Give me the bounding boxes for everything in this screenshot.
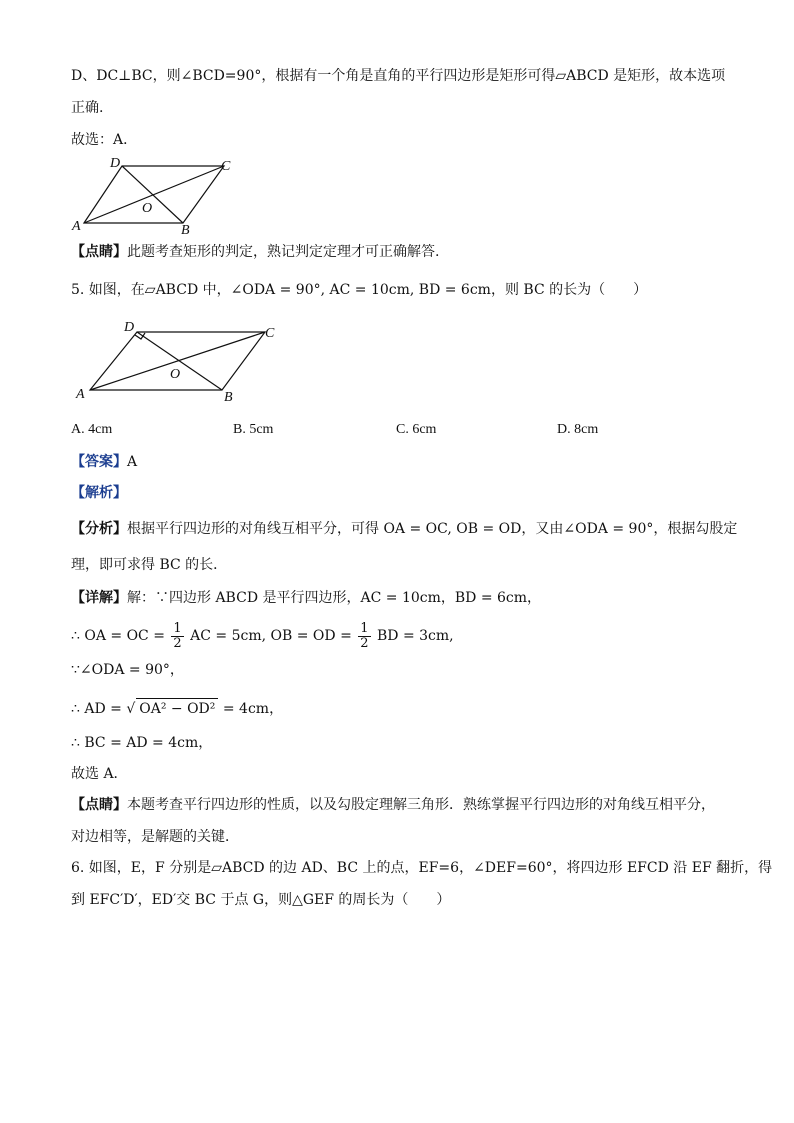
option-c: C. 6cm: [396, 422, 437, 437]
text-line: D、DC⊥BC，则∠BCD=90°，根据有一个角是直角的平行四边形是矩形可得▱ABCD 是矩形，故本选项: [71, 68, 726, 84]
comment-line: [71, 795, 715, 815]
analysis-line: [71, 519, 737, 539]
detail-line: [71, 620, 454, 652]
tag-label: 【点睛】: [71, 244, 127, 260]
text-span: 此题考查矩形的判定，熟记判定定理才可正确解答.: [127, 244, 440, 260]
option-d: D. 8cm: [557, 422, 599, 437]
vertex-label: A: [76, 387, 85, 402]
text-span: 本题考查平行四边形的性质，以及勾股定理解三角形．熟练掌握平行四边形的对角线互相平分，: [127, 797, 715, 813]
fraction: [358, 622, 370, 651]
answer-value: A: [127, 454, 138, 470]
question-6: 6. 如图，E，F 分别是▱ABCD 的边 AD、BC 上的点，EF=6，∠DEF=60°，将四边形 EFCD 沿 EF 翻折，得: [71, 860, 773, 876]
detail-line: [71, 588, 541, 608]
option-a: A. 4cm: [71, 422, 113, 437]
answer-tag: 【答案】: [71, 454, 127, 470]
parallelogram-figure-2: [72, 316, 286, 406]
text-line: 理，即可求得 BC 的长．: [71, 557, 228, 573]
vertex-label: C: [265, 326, 275, 341]
text-line: [71, 242, 439, 262]
tag-label: 【详解】: [71, 590, 127, 606]
text-span: BD = 3cm,: [376, 628, 454, 644]
tag-label: 【分析】: [71, 521, 127, 537]
sqrt-sign: √: [126, 701, 136, 717]
analysis-tag: [71, 483, 127, 503]
question-6: 到 EFC′D′，ED′交 BC 于点 G，则△GEF 的周长为（ ）: [71, 892, 451, 908]
vertex-label: B: [181, 223, 190, 238]
answer-line: [71, 452, 137, 472]
parallelogram-figure-1: [70, 152, 240, 238]
analysis-label: 【解析】: [71, 485, 127, 501]
text-span: 根据平行四边形的对角线互相平分，可得 OA = OC, OB = OD，又由∠ODA = 90°，根据勾股定: [127, 521, 738, 537]
fraction-numerator: 1: [173, 620, 182, 636]
fraction: [171, 622, 183, 651]
option-b: B. 5cm: [233, 422, 274, 437]
text-line: 正确.: [71, 100, 104, 116]
vertex-label: O: [142, 201, 153, 216]
text-span: ∴ AD =: [71, 701, 122, 717]
detail-line: 故选 A．: [71, 766, 128, 782]
text-line: 对边相等，是解题的关键．: [71, 829, 239, 845]
vertex-label: C: [221, 159, 231, 174]
detail-line: ∵∠ODA = 90°，: [71, 662, 184, 678]
fraction-denominator: 2: [360, 635, 369, 651]
detail-line: [71, 698, 283, 719]
vertex-label: D: [110, 156, 121, 171]
sqrt-content: OA² − OD²: [136, 698, 218, 719]
detail-line: ∴ BC = AD = 4cm，: [71, 735, 213, 751]
text-span: ∴ OA = OC =: [71, 628, 165, 644]
text-line: 故选：A．: [71, 132, 138, 148]
text-span: AC = 5cm, OB = OD =: [190, 628, 352, 644]
vertex-label: O: [170, 367, 181, 382]
text-span: 解：∵四边形 ABCD 是平行四边形，AC = 10cm，BD = 6cm，: [127, 590, 542, 606]
text-span: = 4cm，: [222, 701, 284, 717]
tag-label: 【点睛】: [71, 797, 127, 813]
fraction-numerator: 1: [360, 620, 369, 636]
vertex-label: B: [224, 390, 233, 405]
question-5: 5. 如图，在▱ABCD 中，∠ODA = 90°, AC = 10cm, BD = 6cm，则 BC 的长为（ ）: [71, 282, 648, 298]
vertex-label: A: [72, 219, 81, 234]
fraction-denominator: 2: [173, 635, 182, 651]
vertex-label: D: [124, 320, 135, 335]
